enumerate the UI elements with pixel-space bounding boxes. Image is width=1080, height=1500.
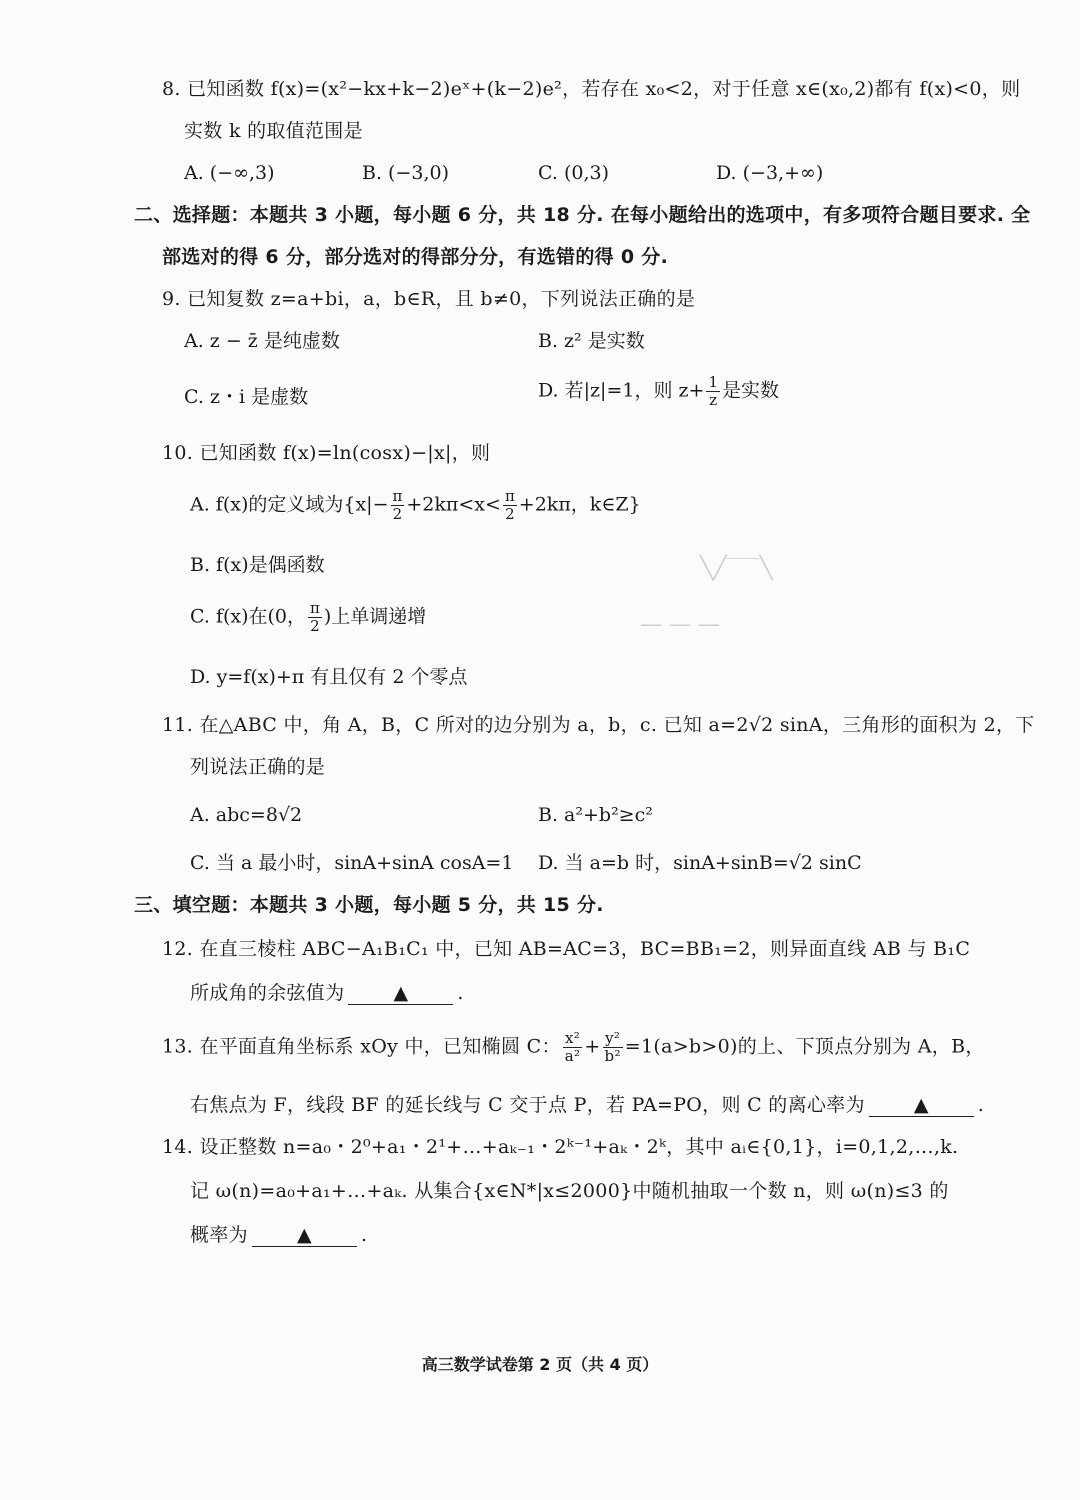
bleed-through-mark: ╲╱‾‾‾╲	[700, 556, 773, 581]
triangle-marker-icon: ▲	[296, 1224, 312, 1246]
q8-option-a: A. (−∞,3)	[184, 162, 275, 184]
pi-over-two-fraction	[308, 600, 322, 635]
answer-blank	[869, 1094, 974, 1117]
q10-option-c-prefix: C. f(x)在(0，	[190, 605, 307, 628]
q14-line2: 记 ω(n)=a₀+a₁+…+aₖ. 从集合{x∈N*|x≤2000}中随机抽取一个数 n，则 ω(n)≤3 的	[190, 1180, 949, 1202]
q10-option-a-suffix: +2kπ，k∈Z}	[518, 493, 641, 516]
q10-option-a-prefix: A. f(x)的定义域为{x|−	[190, 493, 389, 516]
q13-line1	[162, 1030, 985, 1065]
q12-line2-text: 所成角的余弦值为	[190, 982, 345, 1004]
q9-option-d-prefix: D. 若|z|=1，则 z+	[538, 379, 705, 402]
fraction-numerator: π	[310, 599, 320, 617]
q9-option-d-suffix: 是实数	[721, 379, 779, 402]
period: .	[457, 982, 464, 1004]
q13-line2	[190, 1092, 984, 1118]
q9-option-d	[538, 374, 779, 409]
period: .	[977, 1094, 985, 1116]
q11-option-b: B. a²+b²≥c²	[538, 804, 653, 826]
q8-line1: 8. 已知函数 f(x)=(x²−kx+k−2)eˣ+(k−2)e²，若存在 x₀<2，对于任意 x∈(x₀,2)都有 f(x)<0，则	[162, 78, 1021, 100]
pi-over-two-fraction	[391, 488, 405, 523]
q10-option-d: D. y=f(x)+π 有且仅有 2 个零点	[190, 666, 468, 688]
fraction-denominator: b²	[604, 1047, 621, 1065]
page-footer: 高三数学试卷第 2 页（共 4 页）	[421, 1355, 659, 1374]
q14-line3-text: 概率为	[190, 1224, 248, 1246]
q8-line2: 实数 k 的取值范围是	[184, 120, 363, 142]
q10-option-c-suffix: )上单调递增	[323, 605, 427, 628]
q9-option-c: C. z・i 是虚数	[184, 386, 309, 408]
q11-option-d: D. 当 a=b 时，sinA+sinB=√2 sinC	[538, 852, 862, 874]
fraction-numerator: x²	[563, 1030, 583, 1048]
q14-line3	[190, 1222, 367, 1248]
q10-option-c	[190, 600, 426, 635]
q11-line2: 列说法正确的是	[190, 756, 326, 778]
section2-heading-line1: 二、选择题：本题共 3 小题，每小题 6 分，共 18 分. 在每小题给出的选项中，有多项符合题目要求. 全	[134, 204, 1031, 226]
q8-option-c: C. (0,3)	[538, 162, 609, 184]
q13-line1-suffix: =1(a>b>0)的上、下顶点分别为 A，B，	[624, 1035, 985, 1058]
fraction-numerator: π	[392, 487, 403, 505]
fraction-numerator: π	[504, 487, 515, 505]
q10-option-b: B. f(x)是偶函数	[190, 554, 325, 576]
q11-line1: 11. 在△ABC 中，角 A，B，C 所对的边分别为 a，b，c. 已知 a=2√2 sinA，三角形的面积为 2，下	[162, 714, 1035, 736]
q14-line1: 14. 设正整数 n=a₀・2⁰+a₁・2¹+…+aₖ₋₁・2ᵏ⁻¹+aₖ・2ᵏ，其中 aᵢ∈{0,1}，i=0,1,2,…,k.	[162, 1136, 959, 1158]
plus-sign: +	[584, 1035, 601, 1058]
q11-option-a: A. abc=8√2	[190, 804, 303, 826]
fraction-denominator: z	[709, 391, 718, 409]
q10-option-a	[190, 488, 641, 523]
section2-heading-line2: 部选对的得 6 分，部分选对的得部分分，有选错的得 0 分.	[162, 246, 669, 268]
q13-line1-prefix: 13. 在平面直角坐标系 xOy 中，已知椭圆 C：	[162, 1035, 561, 1058]
q9-stem: 9. 已知复数 z=a+bi，a，b∈R，且 b≠0，下列说法正确的是	[162, 288, 696, 310]
q13-line2-text: 右焦点为 F，线段 BF 的延长线与 C 交于点 P，若 PA=PO，则 C 的离心率为	[190, 1094, 865, 1116]
pi-over-two-fraction	[503, 488, 517, 523]
period: .	[360, 1224, 368, 1246]
triangle-marker-icon: ▲	[393, 982, 409, 1004]
answer-blank	[252, 1224, 357, 1247]
triangle-marker-icon: ▲	[913, 1094, 929, 1116]
fraction-denominator: 2	[310, 617, 320, 635]
fraction-numerator: 1	[708, 373, 718, 391]
fraction-denominator: 2	[392, 505, 403, 523]
bleed-through-mark: — — —	[640, 612, 720, 637]
answer-blank	[348, 982, 453, 1005]
q9-option-b: B. z² 是实数	[538, 330, 645, 352]
q12-line2	[190, 980, 464, 1006]
q11-option-c: C. 当 a 最小时，sinA+sinA cosA=1	[190, 852, 514, 874]
q10-option-a-mid: +2kπ<x<	[406, 493, 501, 516]
q9-option-a: A. z − z̄ 是纯虚数	[184, 330, 340, 352]
fraction-denominator: a²	[564, 1047, 581, 1065]
section3-heading: 三、填空题：本题共 3 小题，每小题 5 分，共 15 分.	[134, 894, 604, 916]
q9-option-d-fraction	[706, 374, 720, 409]
q12-line1: 12. 在直三棱柱 ABC−A₁B₁C₁ 中，已知 AB=AC=3，BC=BB₁=2，则异面直线 AB 与 B₁C	[162, 938, 971, 960]
q8-option-b: B. (−3,0)	[362, 162, 450, 184]
fraction-numerator: y²	[603, 1030, 623, 1048]
x-squared-over-a-squared	[563, 1030, 583, 1065]
y-squared-over-b-squared	[603, 1030, 623, 1065]
fraction-denominator: 2	[505, 505, 515, 523]
q8-option-d: D. (−3,+∞)	[716, 162, 824, 184]
q10-stem: 10. 已知函数 f(x)=ln(cosx)−|x|，则	[162, 442, 491, 464]
